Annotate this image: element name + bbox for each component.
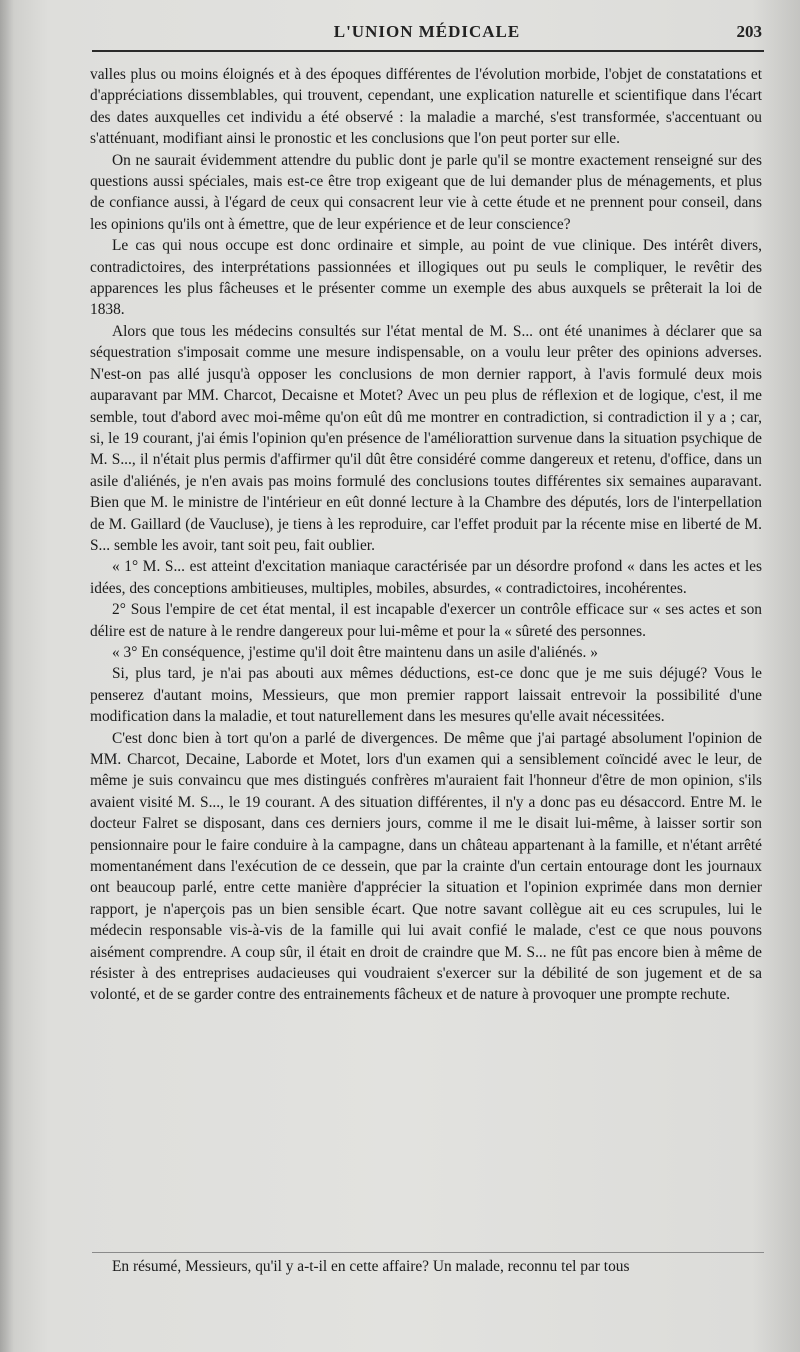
- article-body: [90, 64, 762, 1006]
- footer-rule: [92, 1252, 764, 1253]
- article-body-last-line: [90, 1256, 762, 1277]
- quoted-conclusion-3: « 3° En conséquence, j'estime qu'il doit être maintenu dans un asile d'aliénés. »: [112, 643, 598, 661]
- paragraph-last: En résumé, Messieurs, qu'il y a-t-il en cette affaire? Un malade, reconnu tel par tous: [112, 1258, 630, 1275]
- quoted-conclusion-2: 2° Sous l'empire de cet état mental, il est incapable d'exercer un contrôle efficace sur « ses actes et son délire est de nature à le rendre dangereux pour lui-même et pour la « sûreté des personnes.: [90, 601, 762, 640]
- paragraph: Alors que tous les médecins consultés sur l'état mental de M. S... ont été unanimes à déclarer que sa séquestration s'imposait comme une mesure indispensable, on a voulu leur prêter des opinions adverses. N'est-on pas allé jusqu'à opposer les conclusions de mon dernier rapport, à l'avis formulé deux mois auparavant par MM. Charcot, Decaisne et Motet? Avec un peu plus de réflexion et de logique, c'est, il me semble, tout d'abord avec moi-même qu'on eût dû me montrer en contradiction, si contradiction il y a ; car, si, le 19 courant, j'ai émis l'opinion qu'en présence de l'améliorattion survenue dans la situation psychique de M. S..., il n'était plus permis d'affirmer qu'il dût être considéré comme dangereux et retenu, d'office, dans un asile d'aliénés, je n'en avais pas moins formulé des conclusions toutes différentes six semaines auparavant. Bien que M. le ministre de l'intérieur en eût donné lecture à la Chambre des députés, lors de l'interpellation de M. Gaillard (de Vaucluse), je tiens à les reproduire, car l'effet produit par la récente mise en liberté de M. S... semble les avoir, tant soit peu, fait oublier.: [90, 322, 762, 554]
- quoted-conclusion-1: « 1° M. S... est atteint d'excitation maniaque caractérisée par un désordre profond « dans les actes et les idées, des conceptions ambitieuses, multiples, mobiles, absurdes, « contradictoires, incohérentes.: [90, 558, 762, 597]
- running-title: L'UNION MÉDICALE: [333, 22, 521, 41]
- header-rule: [92, 50, 764, 52]
- paragraph: Le cas qui nous occupe est donc ordinaire et simple, au point de vue clinique. Des intérêt divers, contradictoires, des interprétations passionnées et illogiques out pu seuls le compliquer, le revêtir des apparences les plus fâcheuses et le présenter comme un exemple des abus auxquels se prêterait la loi de 1838.: [90, 237, 762, 319]
- paragraph: Si, plus tard, je n'ai pas abouti aux mêmes déductions, est-ce donc que je me suis déjugé? Vous le penserez d'autant moins, Messieurs, que mon premier rapport laissait entrevoir la possibilité d'une modification dans la maladie, et tout naturellement dans les mesures qu'elle avait nécessitées.: [90, 665, 762, 726]
- page-number: 203: [736, 22, 762, 41]
- page-edge-shadow: [0, 0, 14, 1352]
- page-header: [92, 22, 762, 46]
- paragraph: On ne saurait évidemment attendre du public dont je parle qu'il se montre exactement renseigné sur des questions aussi spéciales, mais est-ce être trop exigeant que de lui demander plus de ménagements, et plus de confiance aussi, à l'égard de ceux qui consacrent leur vie à cette étude et ne prennent pour conseil, dans les opinions qu'ils ont à émettre, que de leur expérience et de leur conscience?: [90, 151, 762, 233]
- paragraph: C'est donc bien à tort qu'on a parlé de divergences. De même que j'ai partagé absolument l'opinion de MM. Charcot, Decaine, Laborde et Motet, lors d'un examen qui a sensiblement coïncidé avec le leur, de même je suis convaincu que mes distingués confrères m'auraient fait l'honneur d'être de mon opinion, s'ils avaient visité M. S..., le 19 courant. A des situation différentes, il n'y a donc pas eu désaccord. Entre M. le docteur Falret se disposant, dans ces derniers jours, comme il me le disait lui-même, à laisser sortir son pensionnaire pour le faire conduire à la campagne, dans un château appartenant à la famille, et n'étant arrêté momentanément dans l'exécution de ce dessein, que par la crainte d'un certain entourage dont les journaux ont beaucoup parlé, entre cette manière d'apprécier la situation et l'opinion exprimée dans mon dernier rapport, je n'aperçois pas un bien sensible écart. Que notre savant collègue ait eu ces scrupules, lui le médecin responsable vis-à-vis de la famille qui lui avait confié le malade, c'est ce que nous pouvons aisément comprendre. A coup sûr, il était en droit de craindre que M. S... ne fût pas encore bien à même de résister à des entreprises audacieuses qui voudraient s'exercer sur la débilité de son jugement et de sa volonté, et de se garder contre des entrainements fâcheux et de nature à provoquer une prompte rechute.: [90, 729, 762, 1004]
- paragraph-continuation: valles plus ou moins éloignés et à des époques différentes de l'évolution morbide, l'objet de constatations et d'appréciations dissemblables, qui trouvent, cependant, une explication naturelle et scientifique dans l'écart des dates auxquelles cet individu a été observé : la maladie a marché, s'est transformée, s'accentuant ou s'atténuant, modifiant ainsi le pronostic et les conclusions que l'on peut porter sur elle.: [90, 66, 762, 148]
